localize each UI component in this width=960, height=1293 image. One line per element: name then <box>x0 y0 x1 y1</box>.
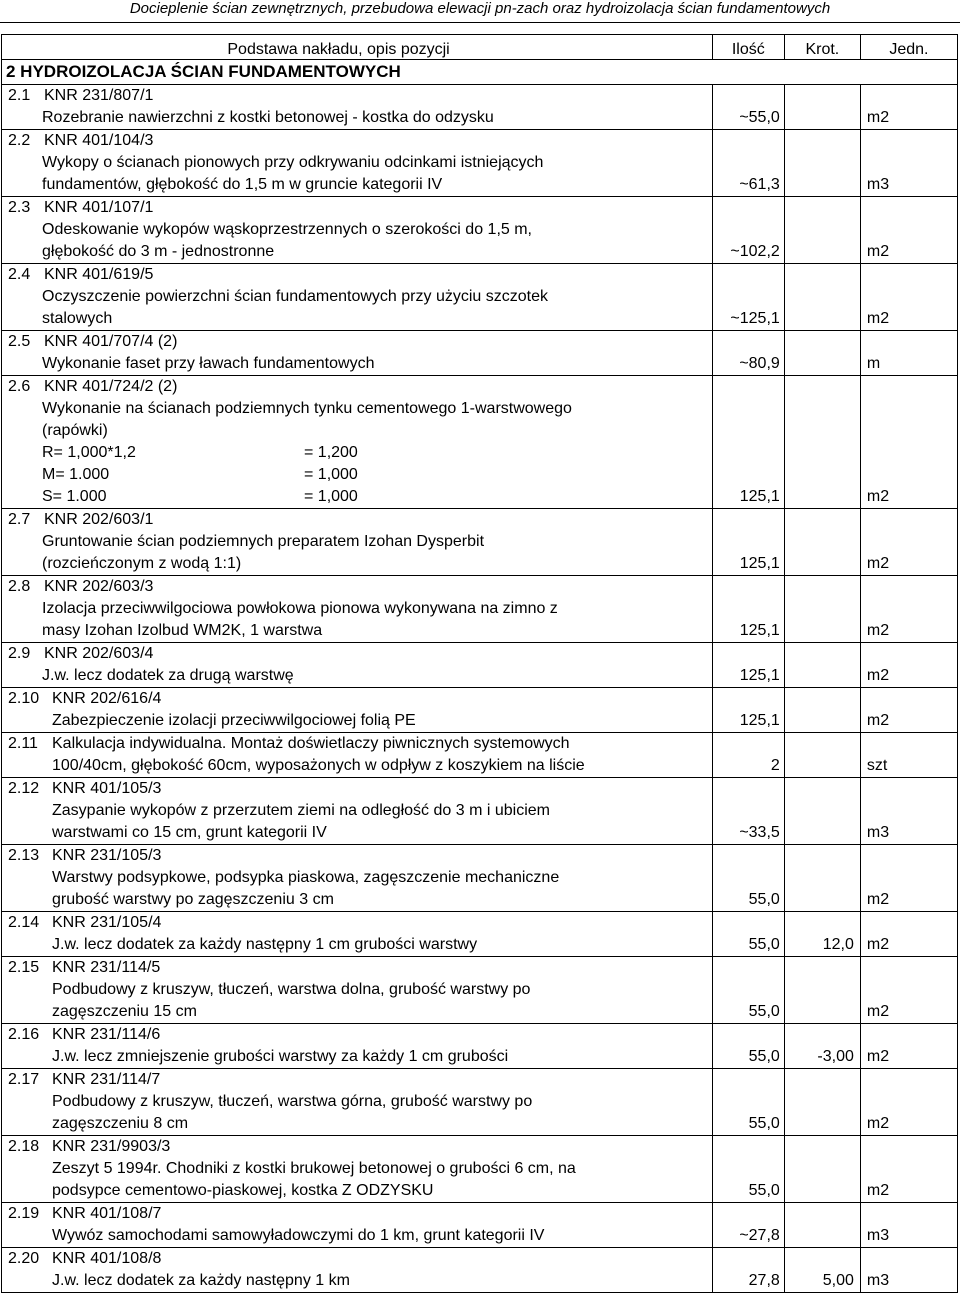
table-row <box>2 1136 958 1203</box>
item-number: 2.7 <box>8 511 31 528</box>
item-quantity: ~61,3 <box>712 130 784 197</box>
table-row <box>2 264 958 331</box>
item-calculation-line <box>8 486 712 508</box>
item-multiplier <box>784 264 860 331</box>
item-description-line: zagęszczeniu 15 cm <box>52 1003 197 1020</box>
item-code: KNR 401/107/1 <box>44 199 154 216</box>
item-description-cell <box>2 912 713 957</box>
item-description-line: Warstwy podsypkowe, podsypka piaskowa, zagęszczenie mechaniczne <box>52 869 560 886</box>
item-description-line: podsypce cementowo-piaskowej, kostka Z ODZYSKU <box>52 1182 434 1199</box>
item-code-line <box>8 688 712 710</box>
column-header-description: Podstawa nakładu, opis pozycji <box>2 35 713 60</box>
item-number: 2.9 <box>8 645 31 662</box>
item-number: 2.8 <box>8 578 31 595</box>
item-quantity: 125,1 <box>712 643 784 688</box>
item-unit: m3 <box>860 1248 957 1293</box>
item-unit: m2 <box>860 1024 957 1069</box>
item-description-line: Podbudowy z kruszyw, tłuczeń, warstwa górna, grubość warstwy po <box>52 1093 533 1110</box>
item-multiplier <box>784 845 860 912</box>
item-description-line: Podbudowy z kruszyw, tłuczeń, warstwa dolna, grubość warstwy po <box>52 981 531 998</box>
item-description-line: głębokość do 3 m - jednostronne <box>42 243 275 260</box>
item-number: 2.12 <box>8 780 40 797</box>
item-quantity: ~55,0 <box>712 85 784 130</box>
item-description-line: J.w. lecz dodatek za każdy następny 1 km <box>52 1272 350 1289</box>
item-description-cell <box>2 778 713 845</box>
item-description-cell <box>2 130 713 197</box>
item-code-line <box>8 845 712 867</box>
table-row <box>2 778 958 845</box>
table-row <box>2 1069 958 1136</box>
item-multiplier <box>784 778 860 845</box>
item-description-cell <box>2 845 713 912</box>
item-description-cell <box>2 1203 713 1248</box>
item-description-line: Gruntowanie ścian podziemnych preparatem Izohan Dysperbit <box>42 533 485 550</box>
item-description-cell <box>2 688 713 733</box>
item-code: KNR 231/114/6 <box>52 1026 161 1043</box>
item-description-line: Wykopy o ścianach pionowych przy odkrywaniu odcinkami istniejących <box>42 154 544 171</box>
calculation-result: = 1,200 <box>304 444 358 461</box>
item-code-line <box>8 778 712 800</box>
item-code: KNR 401/108/7 <box>52 1205 162 1222</box>
item-multiplier <box>784 576 860 643</box>
item-code-line <box>8 197 712 219</box>
item-number: 2.5 <box>8 333 31 350</box>
item-quantity: 55,0 <box>712 845 784 912</box>
table-row <box>2 197 958 264</box>
item-unit: m2 <box>860 845 957 912</box>
item-description-line: Zabezpieczenie izolacji przeciwwilgociowej folią PE <box>52 712 416 729</box>
item-description-line: Zasypanie wykopów z przerzutem ziemi na odległość do 3 m i ubiciem <box>52 802 550 819</box>
item-number: 2.2 <box>8 132 31 149</box>
item-unit: m2 <box>860 85 957 130</box>
item-quantity: 2 <box>712 733 784 778</box>
item-description-cell <box>2 376 713 509</box>
item-description-line: masy Izohan Izolbud WM2K, 1 warstwa <box>42 622 323 639</box>
item-code: KNR 401/619/5 <box>44 266 154 283</box>
item-description-line: fundamentów, głębokość do 1,5 m w gruncie kategorii IV <box>42 176 443 193</box>
page-header <box>0 0 960 28</box>
calculation-expression: R= 1,000*1,2 <box>42 444 136 461</box>
item-code-line <box>8 576 712 598</box>
item-unit: m3 <box>860 1203 957 1248</box>
item-code: Kalkulacja indywidualna. Montaż doświetlaczy piwnicznych systemowych <box>52 735 570 752</box>
item-description-line: Izolacja przeciwwilgociowa powłokowa pionowa wykonywana na zimno z <box>42 600 558 617</box>
item-number: 2.11 <box>8 735 38 752</box>
table-row <box>2 912 958 957</box>
item-multiplier <box>784 688 860 733</box>
item-description-line: Odeskowanie wykopów wąskoprzestrzennych o szerokości do 1,5 m, <box>42 221 532 238</box>
item-multiplier: 5,00 <box>784 1248 860 1293</box>
item-unit: m3 <box>860 778 957 845</box>
item-code-line <box>8 264 712 286</box>
item-code: KNR 231/105/4 <box>52 914 162 931</box>
table-row <box>2 733 958 778</box>
item-multiplier <box>784 85 860 130</box>
document-title: Docieplenie ścian zewnętrznych, przebudowa elewacji pn-zach oraz hydroizolacja ścian fundamentowych <box>129 0 831 17</box>
item-quantity: ~102,2 <box>712 197 784 264</box>
item-description-line: 100/40cm, głębokość 60cm, wyposażonych w odpływ z koszykiem na liście <box>52 757 585 774</box>
item-multiplier <box>784 197 860 264</box>
item-multiplier <box>784 1203 860 1248</box>
column-header-quantity: Ilość <box>712 35 784 60</box>
item-description-line: warstwami co 15 cm, grunt kategorii IV <box>52 824 327 841</box>
item-code-line <box>8 509 712 531</box>
item-description-cell <box>2 1136 713 1203</box>
item-multiplier <box>784 643 860 688</box>
item-description-cell <box>2 1069 713 1136</box>
item-number: 2.20 <box>8 1250 40 1267</box>
item-description-line: stalowych <box>42 310 113 327</box>
item-calculation-line <box>8 464 712 486</box>
item-multiplier <box>784 1069 860 1136</box>
item-code: KNR 401/108/8 <box>52 1250 162 1267</box>
item-description-line: grubość warstwy po zagęszczeniu 3 cm <box>52 891 334 908</box>
table-row <box>2 331 958 376</box>
item-multiplier: -3,00 <box>784 1024 860 1069</box>
item-description-cell <box>2 643 713 688</box>
item-code: KNR 231/9903/3 <box>52 1138 171 1155</box>
item-number: 2.18 <box>8 1138 40 1155</box>
item-quantity: ~125,1 <box>712 264 784 331</box>
item-description-cell <box>2 509 713 576</box>
item-code-line <box>8 1069 712 1091</box>
item-number: 2.1 <box>8 87 31 104</box>
item-code: KNR 231/105/3 <box>52 847 162 864</box>
item-description-line: Oczyszczenie powierzchni ścian fundamentowych przy użyciu szczotek <box>42 288 548 305</box>
item-calculation-line <box>8 442 712 464</box>
item-description-cell <box>2 733 713 778</box>
item-number: 2.3 <box>8 199 31 216</box>
item-quantity: 125,1 <box>712 688 784 733</box>
section-row <box>2 60 958 85</box>
item-unit: m2 <box>860 509 957 576</box>
item-quantity: ~80,9 <box>712 331 784 376</box>
item-code-line <box>8 1136 712 1158</box>
table-row <box>2 576 958 643</box>
table-row <box>2 845 958 912</box>
item-number: 2.19 <box>8 1205 40 1222</box>
item-description-cell <box>2 576 713 643</box>
item-multiplier <box>784 1136 860 1203</box>
item-code: KNR 231/114/5 <box>52 959 161 976</box>
item-description-cell <box>2 264 713 331</box>
item-unit: m2 <box>860 688 957 733</box>
item-description-line: zagęszczeniu 8 cm <box>52 1115 189 1132</box>
table-row <box>2 85 958 130</box>
item-code-line <box>8 957 712 979</box>
item-description-line: Wykonanie faset przy ławach fundamentowych <box>42 355 375 372</box>
item-multiplier: 12,0 <box>784 912 860 957</box>
item-code-line <box>8 130 712 152</box>
item-number: 2.17 <box>8 1071 40 1088</box>
item-code: KNR 231/807/1 <box>44 87 154 104</box>
item-multiplier <box>784 376 860 509</box>
header-divider <box>0 22 960 23</box>
item-code: KNR 401/105/3 <box>52 780 162 797</box>
item-quantity: 55,0 <box>712 1024 784 1069</box>
item-description-cell <box>2 1248 713 1293</box>
item-unit: m2 <box>860 264 957 331</box>
item-description-line: (rozcieńczonym z wodą 1:1) <box>42 555 242 572</box>
item-number: 2.13 <box>8 847 40 864</box>
item-code-line <box>8 376 712 398</box>
item-description-cell <box>2 957 713 1024</box>
item-multiplier <box>784 331 860 376</box>
item-number: 2.10 <box>8 690 40 707</box>
item-number: 2.14 <box>8 914 40 931</box>
item-number: 2.15 <box>8 959 40 976</box>
item-number: 2.6 <box>8 378 31 395</box>
section-title: 2 HYDROIZOLACJA ŚCIAN FUNDAMENTOWYCH <box>2 60 958 85</box>
item-code: KNR 202/603/3 <box>44 578 154 595</box>
item-unit: m2 <box>860 1136 957 1203</box>
item-description-line: Zeszyt 5 1994r. Chodniki z kostki brukowej betonowej o grubości 6 cm, na <box>52 1160 576 1177</box>
item-code: KNR 401/707/4 (2) <box>44 333 178 350</box>
table-row <box>2 688 958 733</box>
item-multiplier <box>784 130 860 197</box>
item-code-line <box>8 1024 712 1046</box>
item-description-cell <box>2 85 713 130</box>
item-unit: m2 <box>860 643 957 688</box>
item-unit: m3 <box>860 130 957 197</box>
item-code-line <box>8 912 712 934</box>
calculation-result: = 1,000 <box>304 488 358 505</box>
item-unit: m2 <box>860 376 957 509</box>
item-code: KNR 231/114/7 <box>52 1071 161 1088</box>
item-unit: szt <box>860 733 957 778</box>
item-code: KNR 202/603/1 <box>44 511 154 528</box>
item-code-line <box>8 1203 712 1225</box>
item-code-line <box>8 331 712 353</box>
calculation-result: = 1,000 <box>304 466 358 483</box>
item-code-line <box>8 643 712 665</box>
item-description-line: J.w. lecz zmniejszenie grubości warstwy za każdy 1 cm grubości <box>52 1048 509 1065</box>
item-unit: m2 <box>860 576 957 643</box>
item-quantity: ~27,8 <box>712 1203 784 1248</box>
table-row <box>2 957 958 1024</box>
item-quantity: 55,0 <box>712 1136 784 1203</box>
column-header-multiplier: Krot. <box>784 35 860 60</box>
item-description-line: J.w. lecz dodatek za drugą warstwę <box>42 667 294 684</box>
item-unit: m2 <box>860 912 957 957</box>
item-quantity: 125,1 <box>712 376 784 509</box>
item-multiplier <box>784 957 860 1024</box>
table-row <box>2 376 958 509</box>
calculation-expression: S= 1.000 <box>42 488 107 505</box>
item-description-cell <box>2 197 713 264</box>
item-unit: m2 <box>860 957 957 1024</box>
item-description-cell <box>2 1024 713 1069</box>
table-row <box>2 1248 958 1293</box>
item-description-line: Rozebranie nawierzchni z kostki betonowej - kostka do odzysku <box>42 109 494 126</box>
item-unit: m2 <box>860 1069 957 1136</box>
table-row <box>2 130 958 197</box>
item-quantity: 55,0 <box>712 1069 784 1136</box>
item-multiplier <box>784 509 860 576</box>
item-code: KNR 202/603/4 <box>44 645 154 662</box>
item-code-line <box>8 85 712 107</box>
item-description-line: J.w. lecz dodatek za każdy następny 1 cm grubości warstwy <box>52 936 478 953</box>
item-quantity: ~33,5 <box>712 778 784 845</box>
item-unit: m <box>860 331 957 376</box>
item-quantity: 27,8 <box>712 1248 784 1293</box>
table-row <box>2 1203 958 1248</box>
table-row <box>2 509 958 576</box>
table-row <box>2 643 958 688</box>
calculation-expression: M= 1.000 <box>42 466 110 483</box>
item-code-line <box>8 733 712 755</box>
item-code: KNR 401/104/3 <box>44 132 154 149</box>
item-description-line: Wykonanie na ścianach podziemnych tynku cementowego 1-warstwowego <box>42 400 572 417</box>
item-code: KNR 202/616/4 <box>52 690 162 707</box>
item-description-cell <box>2 331 713 376</box>
item-number: 2.16 <box>8 1026 40 1043</box>
table-header-row <box>2 35 958 60</box>
item-quantity: 125,1 <box>712 509 784 576</box>
item-description-line: (rapówki) <box>42 422 108 439</box>
item-quantity: 55,0 <box>712 957 784 1024</box>
item-quantity: 55,0 <box>712 912 784 957</box>
cost-table <box>1 34 958 1293</box>
item-unit: m2 <box>860 197 957 264</box>
column-header-unit: Jedn. <box>860 35 957 60</box>
item-quantity: 125,1 <box>712 576 784 643</box>
table-row <box>2 1024 958 1069</box>
item-description-line: Wywóz samochodami samowyładowczymi do 1 km, grunt kategorii IV <box>52 1227 545 1244</box>
item-number: 2.4 <box>8 266 31 283</box>
item-multiplier <box>784 733 860 778</box>
item-code: KNR 401/724/2 (2) <box>44 378 178 395</box>
item-code-line <box>8 1248 712 1270</box>
